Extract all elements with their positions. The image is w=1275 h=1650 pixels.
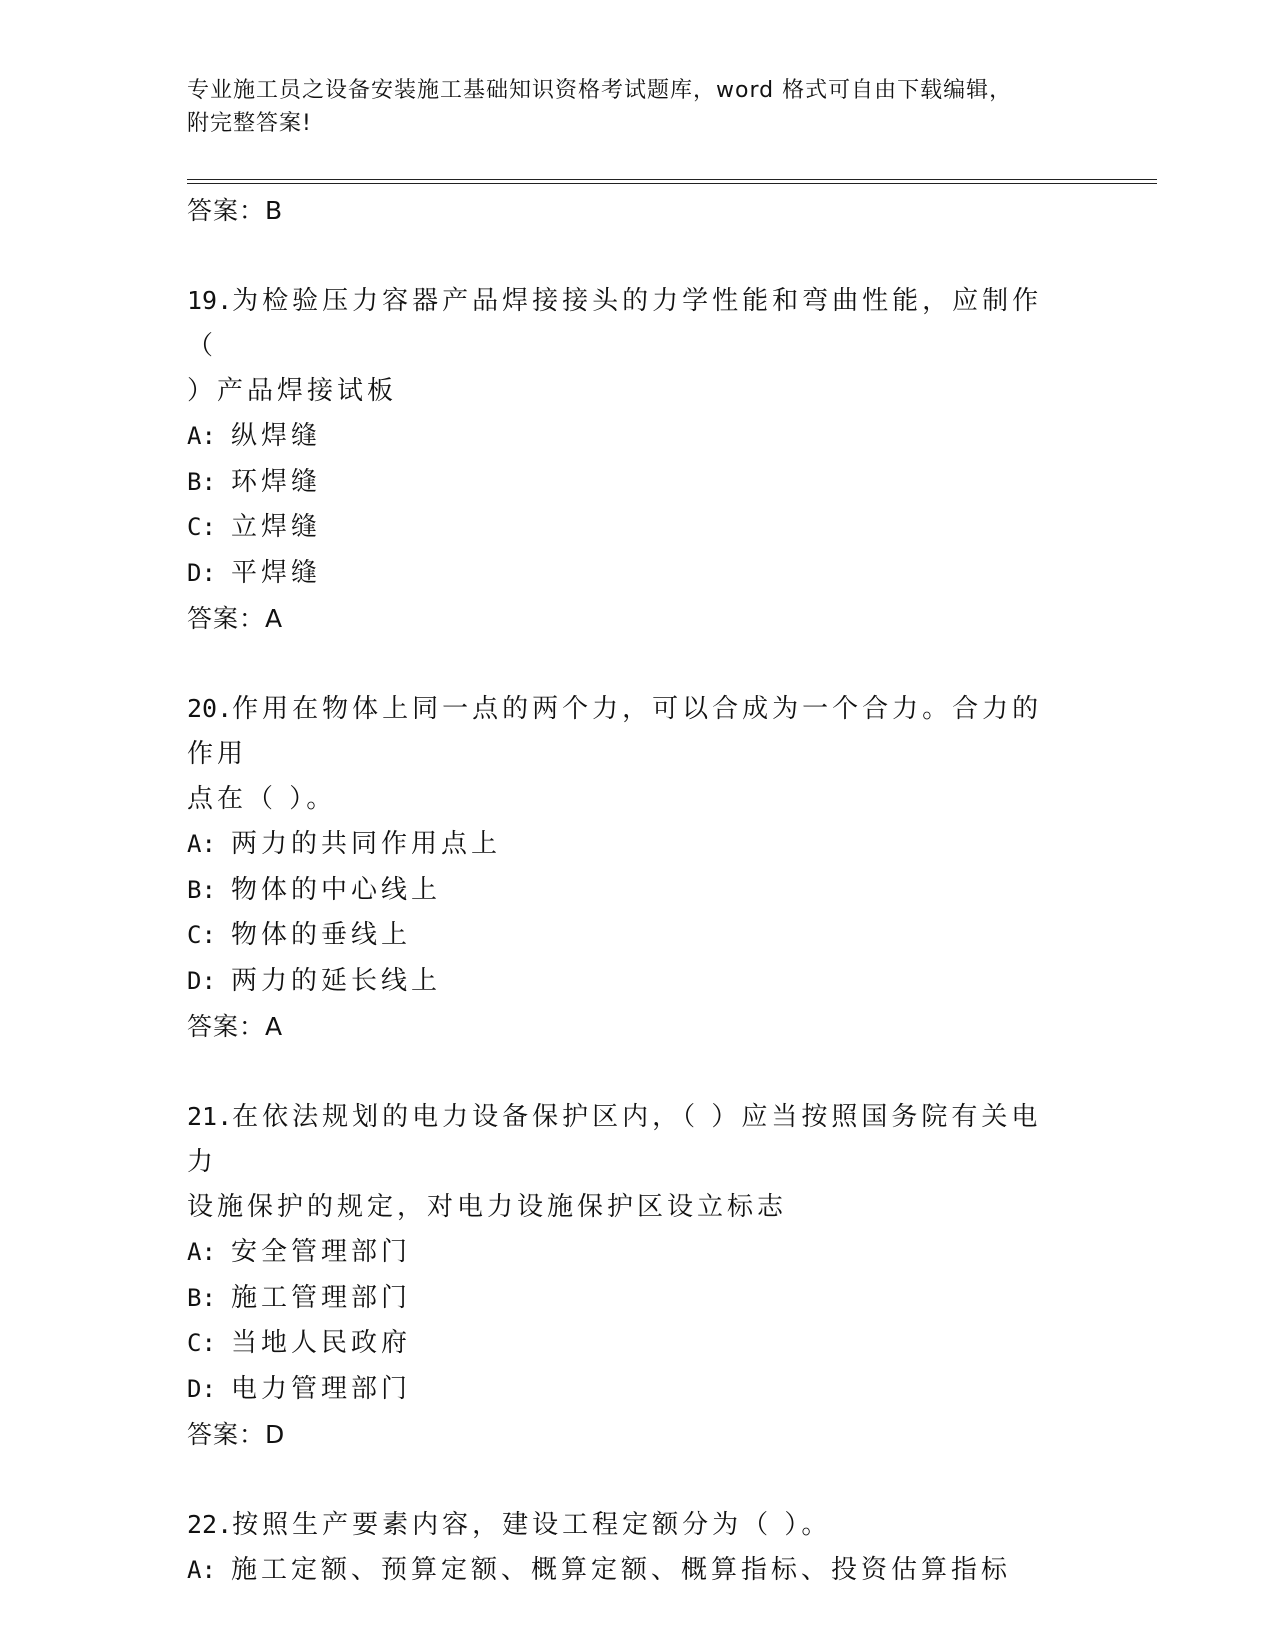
option-text: 纵焊缝	[231, 421, 322, 451]
option-text: 两力的共同作用点上	[231, 829, 502, 859]
option-text: 电力管理部门	[231, 1373, 412, 1404]
option-c	[187, 505, 1157, 551]
option-a	[187, 1230, 1157, 1276]
question-20	[187, 686, 1157, 1050]
option-text: 平焊缝	[231, 557, 322, 588]
option-text: 环焊缝	[231, 466, 322, 497]
option-d	[187, 551, 1157, 597]
option-c	[187, 1321, 1157, 1367]
option-c	[187, 913, 1157, 959]
option-letter: C:	[187, 921, 216, 949]
option-letter: A:	[187, 1556, 216, 1584]
question-stem-line-2: 点在（ ）。	[187, 784, 337, 814]
question-19	[187, 278, 1157, 642]
option-letter: D:	[187, 1374, 216, 1403]
option-text: 施工管理部门	[231, 1282, 412, 1313]
option-b	[187, 868, 1157, 914]
question-stem-line-1: 为检验压力容器产品焊接接头的力学性能和弯曲性能，应制作（	[187, 286, 1043, 361]
option-a	[187, 414, 1157, 460]
header-line-1: 专业施工员之设备安装施工基础知识资格考试题库，word 格式可自由下载编辑，	[187, 78, 1013, 103]
option-letter: C:	[187, 1329, 216, 1357]
question-stem-line-1: 在依法规划的电力设备保护区内，（ ）应当按照国务院有关电力	[187, 1102, 1042, 1177]
option-letter: D:	[187, 558, 216, 587]
question-stem-line-1: 按照生产要素内容，建设工程定额分为（ ）。	[232, 1510, 832, 1540]
option-b	[187, 460, 1157, 506]
document-header	[187, 74, 1087, 140]
option-letter: C:	[187, 513, 216, 541]
option-a	[187, 1548, 1157, 1594]
option-b	[187, 1276, 1157, 1322]
option-d	[187, 1367, 1157, 1413]
option-text: 施工定额、预算定额、概算定额、概算指标、投资估算指标	[231, 1555, 1012, 1585]
question-22	[187, 1502, 1157, 1594]
option-text: 两力的延长线上	[231, 965, 442, 996]
question-stem	[187, 1502, 1067, 1548]
question-number: 21.	[187, 1102, 233, 1131]
answer: 答案：A	[187, 604, 284, 633]
option-text: 立焊缝	[231, 512, 322, 542]
previous-answer: 答案：B	[187, 196, 284, 225]
question-stem-line-1: 作用在物体上同一点的两个力，可以合成为一个合力。合力的作用	[187, 694, 1043, 769]
header-line-2: 附完整答案!	[187, 111, 312, 136]
option-text: 物体的中心线上	[231, 874, 442, 905]
question-list	[187, 188, 1157, 1594]
option-d	[187, 959, 1157, 1005]
option-text: 当地人民政府	[231, 1328, 412, 1358]
option-letter: B:	[187, 467, 216, 496]
option-text: 物体的垂线上	[231, 920, 412, 950]
option-a	[187, 822, 1157, 868]
option-letter: D:	[187, 966, 216, 995]
option-letter: A:	[187, 830, 216, 858]
option-letter: B:	[187, 1283, 216, 1312]
question-stem-line-2: ）产品焊接试板	[187, 376, 398, 406]
question-number: 20.	[187, 694, 233, 723]
question-number: 19.	[187, 286, 233, 315]
answer: 答案：A	[187, 1012, 284, 1041]
question-number: 22.	[187, 1510, 233, 1539]
answer: 答案：D	[187, 1420, 286, 1449]
option-text: 安全管理部门	[231, 1237, 412, 1267]
question-21	[187, 1094, 1157, 1458]
question-stem	[187, 278, 1067, 414]
option-letter: A:	[187, 422, 216, 450]
question-stem	[187, 1094, 1067, 1230]
option-letter: A:	[187, 1238, 216, 1266]
question-stem-line-2: 设施保护的规定，对电力设施保护区设立标志	[187, 1192, 788, 1222]
option-letter: B:	[187, 875, 216, 904]
question-stem	[187, 686, 1067, 822]
header-divider	[187, 179, 1157, 184]
